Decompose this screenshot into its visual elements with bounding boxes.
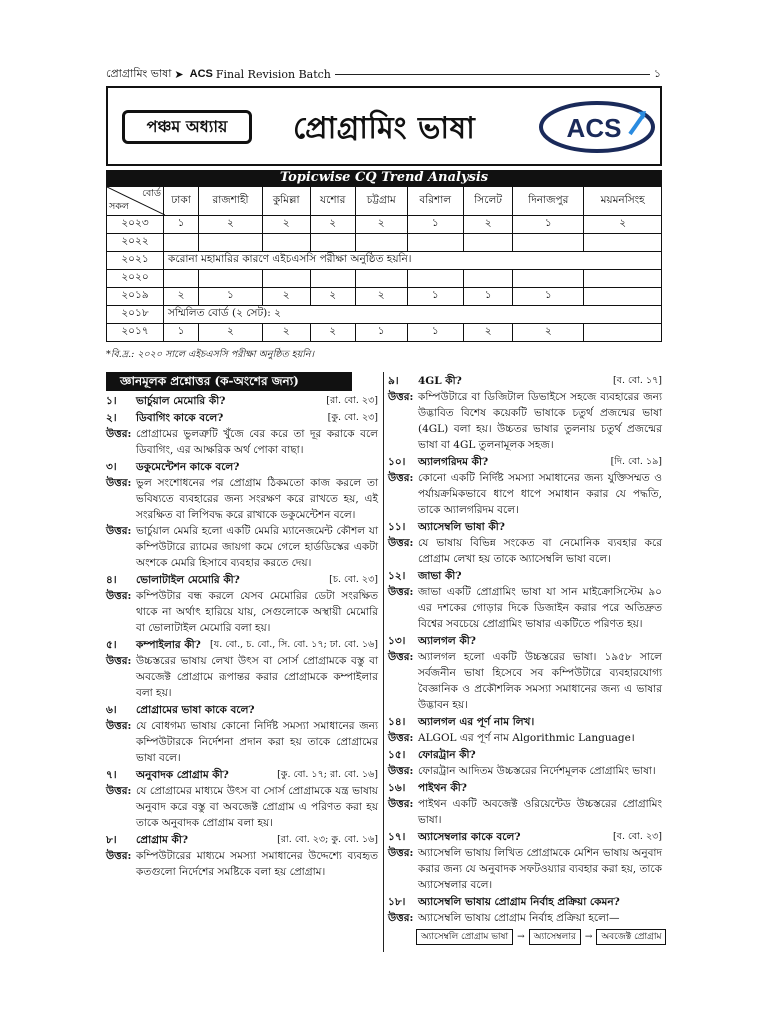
answer-text: যে বোধগম্য ভাষায় কোনো নির্দিষ্ট সমস্যা সমাধানের জন্য কম্পিউটারকে নির্দেশনা প্রদান করা হয় তাকে প্রোগ্রামের ভাষা বলে। bbox=[136, 720, 378, 764]
answer bbox=[388, 584, 662, 632]
trend-value-cell bbox=[310, 234, 355, 252]
trend-value-cell: ২ bbox=[310, 324, 355, 342]
year-cell: ২০২১ bbox=[107, 252, 164, 270]
question-number: ৬। bbox=[106, 704, 117, 716]
trend-value-cell bbox=[463, 234, 512, 252]
board-reference: [কু. বো. ১৭; রা. বো. ১৬] bbox=[277, 769, 378, 780]
trend-corner-cell bbox=[107, 187, 164, 216]
question-number: ৪। bbox=[106, 574, 117, 586]
question bbox=[106, 572, 378, 588]
trend-value-cell bbox=[262, 270, 310, 288]
question bbox=[388, 780, 662, 796]
trend-value-cell: ২ bbox=[310, 216, 355, 234]
acs-logo-text: ACS bbox=[566, 113, 622, 143]
trend-title: Topicwise CQ Trend Analysis bbox=[106, 170, 662, 186]
trend-header-row bbox=[107, 187, 662, 216]
trend-value-cell bbox=[513, 234, 584, 252]
answer-text: অ্যালগল হলো একটি উচ্চস্তরের ভাষা। ১৯৫৮ সালে সর্বজনীন ভাষা হিসেবে সব কম্পিউটারে ব্যবহারযোগ্য বৈজ্ঞানিক ও প্রকৌশলিক সমস্যা সমাধানের জন্য এ ভাষার উদ্ভাবন হয়। bbox=[418, 651, 662, 711]
question-number: ৭। bbox=[106, 769, 117, 781]
answer-label: উত্তর: bbox=[106, 590, 132, 602]
flow-arrow-icon: → bbox=[584, 932, 593, 942]
arrow-icon: ➤ bbox=[174, 67, 184, 81]
answer-text: প্রোগ্রামের ভুলত্রুটি খুঁজে বের করে তা দূর করাকে বলে ডিবাগিং, এর আক্ষরিক অর্থ পোকা বাছা। bbox=[136, 428, 378, 456]
answer-text: পাইথন একটি অবজেক্ট ওরিয়েন্টেড উচ্চস্তরের প্রোগ্রামিং ভাষা। bbox=[418, 798, 662, 826]
answer-text: কম্পিউটারের মাধ্যমে সমস্যা সমাধানের উদ্দেশ্যে ব্যবহৃত কতগুলো নির্দেশের সমষ্টিকে বলা হয় প্রোগ্রাম। bbox=[136, 850, 378, 878]
assembly-flow-diagram bbox=[388, 929, 662, 945]
corner-year-label: সকল bbox=[109, 201, 130, 212]
answer-label: উত্তর: bbox=[388, 586, 414, 598]
question-text: ফোরট্রান কী? bbox=[418, 749, 476, 761]
question-number: ১। bbox=[106, 395, 117, 407]
answer-text: ফোরট্রান আদিতম উচ্চস্তরের নির্দেশমূলক প্রোগ্রামিং ভাষা। bbox=[418, 765, 656, 777]
trend-row bbox=[107, 270, 662, 288]
answer bbox=[106, 588, 378, 636]
question-text: কম্পাইলার কী? bbox=[136, 639, 201, 651]
question-text: অ্যাসেম্বলি ভাষায় প্রোগ্রাম নির্বাহ প্রক্রিয়া কেমন? bbox=[418, 896, 620, 908]
board-header: রাজশাহী bbox=[199, 187, 263, 216]
board-reference: [রা. বো. ২৩; কু. বো. ১৬] bbox=[277, 834, 378, 845]
right-column bbox=[388, 372, 662, 945]
board-reference: [কু. বো. ২৩] bbox=[327, 412, 378, 423]
question-number: ২। bbox=[106, 412, 117, 424]
trend-value-cell: ১ bbox=[199, 288, 263, 306]
answer-label: উত্তর: bbox=[106, 525, 132, 537]
answer-text: কম্পিউটারে বা ডিজিটাল ডিভাইসে সহজে ব্যবহারের জন্য উদ্ভাবিত বিশেষ কয়েকটি ভাষাকে চতুর্থ প্রজন্মের ভাষা (4GL) বলা হয়। উচ্চতর ভাষার তুলনায় চতুর্থ প্রজন্মের ভাষা বা 4GL তুলনামূলক সহজ। bbox=[418, 391, 662, 451]
year-cell: ২০১৯ bbox=[107, 288, 164, 306]
trend-value-cell bbox=[199, 234, 263, 252]
trend-analysis bbox=[106, 170, 662, 342]
question-text: ভোলাটাইল মেমোরি কী? bbox=[136, 574, 240, 586]
trend-value-cell: ২ bbox=[199, 216, 263, 234]
question-text: অ্যালগল এর পূর্ণ নাম লিখ। bbox=[418, 716, 535, 728]
answer-text: কোনো একটি নির্দিষ্ট সমস্যা সমাধানের জন্য যুক্তিসম্মত ও পর্যায়ক্রমিকভাবে ধাপে ধাপে সমাধান করার যে পদ্ধতি, তাকে অ্যালগরিদম বলে। bbox=[418, 472, 662, 516]
trend-value-cell: ১ bbox=[407, 216, 463, 234]
acs-logo bbox=[538, 100, 656, 154]
question bbox=[388, 519, 662, 535]
question bbox=[388, 714, 662, 730]
question bbox=[106, 459, 378, 475]
answer bbox=[388, 730, 662, 746]
answer bbox=[106, 718, 378, 766]
answer-text: ভুল সংশোধনের পর প্রোগ্রাম ঠিকমতো কাজ করলে তা ভবিষ্যতে ব্যবহারের জন্য সংরক্ষণ করে রাখতে হয়, এই সংরক্ষিত বা লিপিবদ্ধ করে রাখাকে ডকুমেন্টেশন বলে। bbox=[136, 477, 378, 521]
trend-value-cell bbox=[262, 234, 310, 252]
year-cell: ২০১৭ bbox=[107, 324, 164, 342]
question bbox=[106, 832, 378, 848]
answer bbox=[106, 783, 378, 831]
question-text: প্রোগ্রাম কী? bbox=[136, 834, 189, 846]
answer bbox=[388, 470, 662, 518]
trend-row bbox=[107, 288, 662, 306]
section-title: জ্ঞানমূলক প্রশ্নোত্তর (ক-অংশের জন্য) bbox=[106, 372, 352, 391]
question-text: প্রোগ্রামের ভাষা কাকে বলে? bbox=[136, 704, 255, 716]
question-text: অ্যাসেম্বলার কাকে বলে? bbox=[418, 831, 521, 843]
answer-text: অ্যাসেম্বলি ভাষায় লিখিত প্রোগ্রামকে মেশিন ভাষায় অনুবাদ করার জন্য যে অনুবাদক সফটওয়্যার ব্যবহার করা হয়, তাকে অ্যাসেম্বলার বলে। bbox=[418, 847, 662, 891]
question bbox=[388, 373, 662, 389]
trend-value-cell bbox=[513, 270, 584, 288]
corner-board-label: বোর্ড bbox=[142, 188, 161, 199]
year-cell: ২০১৮ bbox=[107, 306, 164, 324]
running-header bbox=[106, 66, 661, 82]
trend-value-cell bbox=[355, 234, 407, 252]
trend-value-cell bbox=[407, 270, 463, 288]
trend-value-cell bbox=[407, 234, 463, 252]
answer-label: উত্তর: bbox=[388, 537, 414, 549]
left-column bbox=[106, 372, 378, 880]
answer-label: উত্তর: bbox=[106, 428, 132, 440]
trend-value-cell: ১ bbox=[407, 324, 463, 342]
chapter-label: পঞ্চম অধ্যায় bbox=[122, 110, 252, 144]
answer-label: উত্তর: bbox=[106, 720, 132, 732]
trend-value-cell bbox=[584, 288, 662, 306]
answer bbox=[388, 763, 662, 779]
trend-value-cell: ২ bbox=[355, 216, 407, 234]
question-text: জাভা কী? bbox=[418, 570, 462, 582]
chapter-banner bbox=[106, 86, 662, 166]
trend-value-cell: ২ bbox=[310, 288, 355, 306]
trend-row bbox=[107, 216, 662, 234]
running-header-subject: প্রোগ্রামিং ভাষা bbox=[106, 66, 172, 80]
board-reference: [ব. বো. ১৭] bbox=[612, 375, 662, 386]
trend-row bbox=[107, 306, 662, 324]
trend-value-cell: ১ bbox=[407, 288, 463, 306]
trend-row bbox=[107, 234, 662, 252]
board-reference: [য. বো., চ. বো., সি. বো. ১৭; ঢা. বো. ১৬] bbox=[210, 639, 378, 650]
answer-label: উত্তর: bbox=[106, 850, 132, 862]
board-reference: [দি. বো. ১৯] bbox=[610, 456, 662, 467]
question-text: ডকুমেন্টেশন কাকে বলে? bbox=[136, 461, 240, 473]
question-number: ১৮। bbox=[388, 896, 406, 908]
question-number: ৩। bbox=[106, 461, 117, 473]
question-number: ১২। bbox=[388, 570, 406, 582]
trend-value-cell: ১ bbox=[463, 288, 512, 306]
year-cell: ২০২০ bbox=[107, 270, 164, 288]
question-number: ১৪। bbox=[388, 716, 406, 728]
answer bbox=[388, 389, 662, 453]
answer-text: ভার্চুয়াল মেমরি হলো একটি মেমরি ম্যানেজমেন্ট কৌশল যা কম্পিউটারে র‍্যামের জায়গা কমে গেলে হার্ডডিস্কের একটা অংশকে মেমরি হিসাবে ব্যবহার করতে দেয়। bbox=[136, 525, 378, 569]
board-header: যশোর bbox=[310, 187, 355, 216]
chapter-title: প্রোগ্রামিং ভাষা bbox=[293, 111, 476, 146]
trend-value-cell: ১ bbox=[164, 324, 199, 342]
answer bbox=[106, 848, 378, 880]
flow-step: অ্যাসেম্বলি প্রোগ্রাম ভাষা bbox=[416, 929, 513, 945]
trend-value-cell bbox=[310, 270, 355, 288]
board-reference: [ব. বো. ২৩] bbox=[612, 831, 662, 842]
question bbox=[106, 702, 378, 718]
board-header: সিলেট bbox=[463, 187, 512, 216]
answer-label: উত্তর: bbox=[388, 472, 414, 484]
answer-label: উত্তর: bbox=[388, 651, 414, 663]
answer-label: উত্তর: bbox=[106, 785, 132, 797]
answer bbox=[388, 845, 662, 893]
question-number: ১৭। bbox=[388, 831, 406, 843]
trend-value-cell bbox=[355, 270, 407, 288]
answer-text: ALGOL এর পূর্ণ নাম Algorithmic Language। bbox=[418, 732, 635, 744]
question-text: 4GL কী? bbox=[418, 375, 462, 387]
answer bbox=[388, 649, 662, 713]
answer-text: জাভা একটি প্রোগ্রামিং ভাষা যা সান মাইক্রোসিস্টেম ৯০ এর দশকের গোড়ার দিকে ডিজাইন করার পরে অতিদ্রুত বিশ্বের সবচেয়ে প্রোগ্রামিং ভাষার একটিতে পরিণত হয়। bbox=[418, 586, 662, 630]
answer-label: উত্তর: bbox=[388, 765, 414, 777]
trend-value-cell: ১ bbox=[355, 324, 407, 342]
flow-arrow-icon: → bbox=[517, 932, 525, 942]
trend-value-cell bbox=[584, 270, 662, 288]
question-text: অ্যাসেম্বলি ভাষা কী? bbox=[418, 521, 505, 533]
question bbox=[106, 410, 378, 426]
trend-value-cell: ২ bbox=[262, 216, 310, 234]
question bbox=[388, 747, 662, 763]
trend-footnote: *বি.দ্র.: ২০২০ সালে এইচএসসি পরীক্ষা অনুষ্ঠিত হয়নি। bbox=[106, 349, 315, 360]
question-text: অ্যালগরিদম কী? bbox=[418, 456, 489, 468]
question bbox=[106, 637, 378, 653]
acs-mini-logo: ACS bbox=[189, 68, 213, 80]
question-text: পাইথন কী? bbox=[418, 782, 467, 794]
answer-label: উত্তর: bbox=[106, 477, 132, 489]
board-header: দিনাজপুর bbox=[513, 187, 584, 216]
running-header-batch: Final Revision Batch bbox=[215, 67, 331, 81]
trend-value-cell: ১ bbox=[513, 216, 584, 234]
trend-value-cell bbox=[164, 270, 199, 288]
answer bbox=[388, 910, 662, 926]
answer bbox=[106, 523, 378, 571]
answer bbox=[106, 475, 378, 523]
answer-text: কম্পিউটার বন্ধ করলে যেসব মেমোরির ডেটা সংরক্ষিত থাকে না অর্থাৎ হারিয়ে যায়, সেগুলোকে অস্থায়ী মেমোরি বা ভোলাটাইল মেমোরি বলা হয়। bbox=[136, 590, 378, 634]
question-text: অনুবাদক প্রোগ্রাম কী? bbox=[136, 769, 229, 781]
trend-value-cell: ২ bbox=[513, 324, 584, 342]
trend-value-cell bbox=[584, 324, 662, 342]
board-header: চট্টগ্রাম bbox=[355, 187, 407, 216]
board-reference: [রা. বো. ২৩] bbox=[326, 395, 378, 406]
trend-value-cell: ২ bbox=[355, 288, 407, 306]
trend-value-cell: ২ bbox=[262, 288, 310, 306]
trend-value-cell: ২ bbox=[584, 216, 662, 234]
trend-table bbox=[106, 186, 662, 342]
question-number: ৫। bbox=[106, 639, 117, 651]
trend-value-cell: ২ bbox=[463, 216, 512, 234]
question-text: ভার্চুয়াল মেমোরি কী? bbox=[136, 395, 226, 407]
answer bbox=[388, 535, 662, 567]
year-cell: ২০২২ bbox=[107, 234, 164, 252]
board-header: ঢাকা bbox=[164, 187, 199, 216]
question-text: ডিবাগিং কাকে বলে? bbox=[136, 412, 224, 424]
answer-label: উত্তর: bbox=[388, 798, 414, 810]
trend-value-cell: ২ bbox=[199, 324, 263, 342]
question-number: ১০। bbox=[388, 456, 406, 468]
trend-value-cell bbox=[584, 234, 662, 252]
question-number: ১৬। bbox=[388, 782, 406, 794]
board-header: কুমিল্লা bbox=[262, 187, 310, 216]
trend-value-cell bbox=[199, 270, 263, 288]
question bbox=[388, 454, 662, 470]
trend-value-cell bbox=[463, 270, 512, 288]
year-cell: ২০২৩ bbox=[107, 216, 164, 234]
answer-text: উচ্চস্তরের ভাষায় লেখা উৎস বা সোর্স প্রোগ্রামকে বস্তু বা অবজেক্ট প্রোগ্রামে রূপান্তর করার প্রোগ্রামকে কম্পাইলার বলা হয়। bbox=[136, 655, 378, 699]
answer bbox=[106, 426, 378, 458]
trend-value-cell: ২ bbox=[164, 288, 199, 306]
trend-value-cell: ১ bbox=[164, 216, 199, 234]
answer-label: উত্তর: bbox=[106, 655, 132, 667]
column-divider bbox=[383, 372, 384, 952]
flow-step: অ্যাসেম্বলার bbox=[529, 929, 581, 945]
answer-label: উত্তর: bbox=[388, 847, 414, 859]
question bbox=[388, 568, 662, 584]
answer bbox=[388, 796, 662, 828]
question-text: অ্যালগল কী? bbox=[418, 635, 476, 647]
trend-value-cell: ২ bbox=[463, 324, 512, 342]
answer-text: যে প্রোগ্রামের মাধ্যমে উৎস বা সোর্স প্রোগ্রামকে যন্ত্র ভাষায় অনুবাদ করে বস্তু বা অবজেক্ট প্রোগ্রাম এ পরিণত করা হয় তাকে অনুবাদক প্রোগ্রাম বলা হয়। bbox=[136, 785, 378, 829]
trend-row bbox=[107, 324, 662, 342]
question-number: ৯। bbox=[388, 375, 399, 387]
header-rule bbox=[335, 74, 650, 75]
question-number: ১৩। bbox=[388, 635, 406, 647]
question bbox=[388, 633, 662, 649]
question-number: ৮। bbox=[106, 834, 117, 846]
board-header: ময়মনসিংহ bbox=[584, 187, 662, 216]
question bbox=[106, 767, 378, 783]
board-header: বরিশাল bbox=[407, 187, 463, 216]
trend-value-cell: ১ bbox=[513, 288, 584, 306]
question-number: ১৫। bbox=[388, 749, 406, 761]
page-number: ১ bbox=[653, 66, 661, 80]
question bbox=[106, 393, 378, 409]
trend-value-cell: ২ bbox=[262, 324, 310, 342]
answer-label: উত্তর: bbox=[388, 912, 414, 924]
answer bbox=[106, 653, 378, 701]
answer-label: উত্তর: bbox=[388, 732, 414, 744]
answer-label: উত্তর: bbox=[388, 391, 414, 403]
trend-note-cell: সম্মিলিত বোর্ড (২ সেট): ২ bbox=[164, 306, 662, 324]
answer-text: অ্যাসেম্বলি ভাষায় প্রোগ্রাম নির্বাহ প্রক্রিয়া হলো— bbox=[418, 912, 620, 924]
trend-note-cell: করোনা মহামারির কারণে এইচএসসি পরীক্ষা অনুষ্ঠিত হয়নি। bbox=[164, 252, 662, 270]
trend-row bbox=[107, 252, 662, 270]
answer-text: যে ভাষায় বিভিন্ন সংকেত বা নেমোনিক ব্যবহার করে প্রোগ্রাম লেখা হয় তাকে অ্যাসেম্বলি ভাষা বলে। bbox=[418, 537, 662, 565]
trend-value-cell bbox=[164, 234, 199, 252]
question bbox=[388, 894, 662, 910]
question-number: ১১। bbox=[388, 521, 406, 533]
question bbox=[388, 829, 662, 845]
board-reference: [চ. বো. ২৩] bbox=[329, 574, 378, 585]
flow-step: অবজেক্ট প্রোগ্রাম bbox=[596, 929, 666, 945]
